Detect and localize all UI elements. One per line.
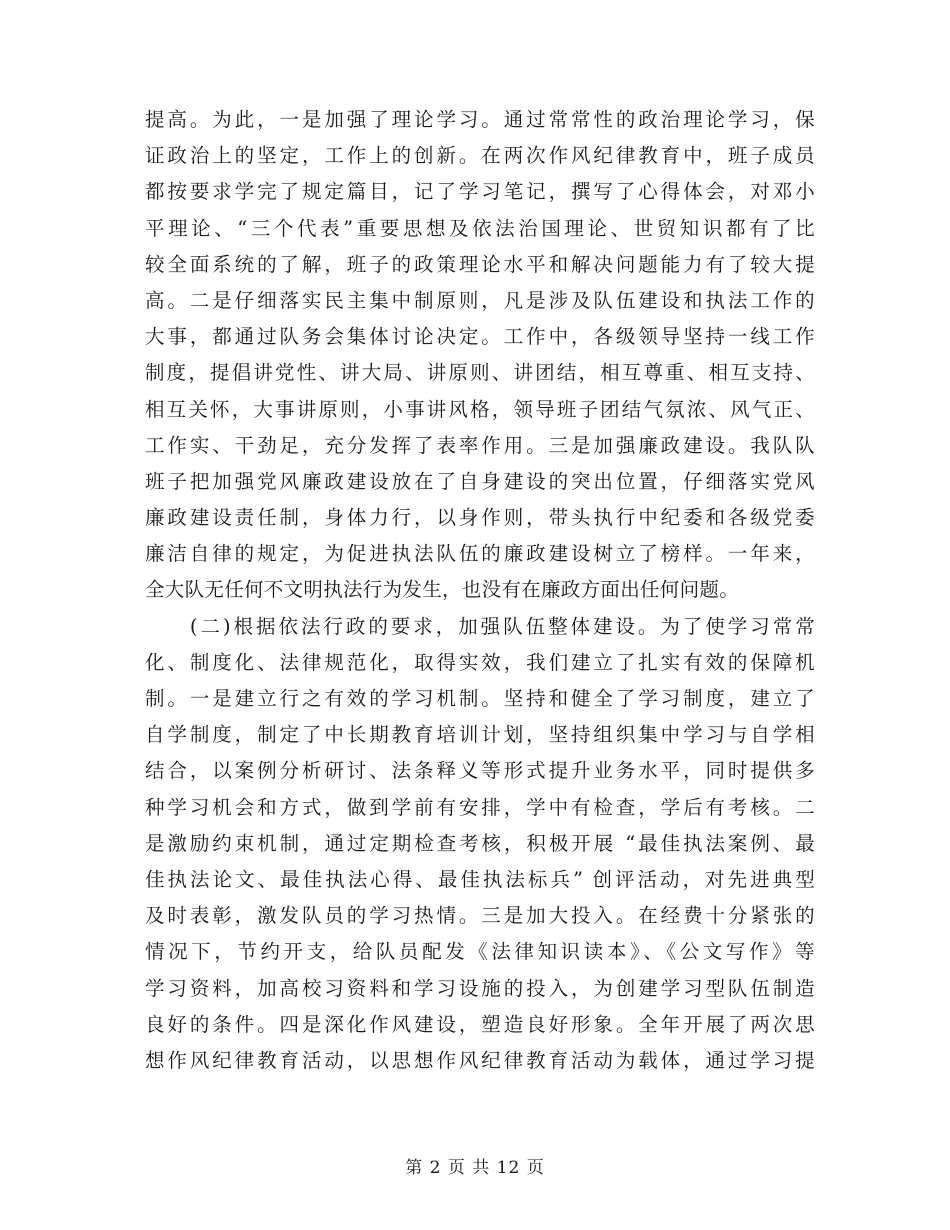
text-line: 佳执法论文、最佳执法心得、最佳执法标兵” 创评活动，对先进典型 bbox=[145, 867, 815, 891]
text-line: 制度，提倡讲党性、讲大局、讲原则、讲团结，相互尊重、相互支持、 bbox=[145, 361, 815, 385]
body-text bbox=[145, 102, 815, 1079]
text-line: 学习资料，加高校习资料和学习设施的投入，为创建学习型队伍制造 bbox=[145, 976, 815, 1000]
text-line: 情况下，节约开支，给队员配发《法律知识读本》、《公文写作》等 bbox=[145, 940, 815, 964]
text-line: 相互关怀，大事讲原则，小事讲风格，领导班子团结气氛浓、风气正、 bbox=[145, 397, 815, 421]
text-line: 是激励约束机制，通过定期检查考核，积极开展 “最佳执法案例、最 bbox=[145, 831, 815, 855]
text-line: 提高。为此，一是加强了理论学习。通过常常性的政治理论学习，保 bbox=[145, 108, 815, 131]
text-line: 结合，以案例分析研讨、法条释义等形式提升业务水平，同时提供多 bbox=[145, 759, 815, 783]
text-line: 高。二是仔细落实民主集中制原则，凡是涉及队伍建设和执法工作的 bbox=[145, 288, 815, 312]
text-line: 都按要求学完了规定篇目，记了学习笔记，撰写了心得体会，对邓小 bbox=[145, 180, 815, 204]
text-line: 制。一是建立行之有效的学习机制。坚持和健全了学习制度，建立了 bbox=[145, 687, 815, 710]
text-line: 及时表彰，激发队员的学习热情。三是加大投入。在经费十分紧张的 bbox=[145, 904, 815, 928]
text-line: 廉洁自律的规定，为促进执法队伍的廉政建设树立了榜样。一年来， bbox=[145, 542, 815, 566]
text-line: 化、制度化、法律规范化，取得实效，我们建立了扎实有效的保障机 bbox=[145, 650, 815, 674]
text-line: 廉政建设责任制，身体力行，以身作则，带头执行中纪委和各级党委 bbox=[145, 506, 815, 530]
text-line: 证政治上的坚定，工作上的创新。在两次作风纪律教育中，班子成员 bbox=[145, 144, 815, 168]
text-line: (二)根据依法行政的要求，加强队伍整体建设。为了使学习常常 bbox=[145, 614, 815, 638]
text-line: 大事，都通过队务会集体讨论决定。工作中，各级领导坚持一线工作 bbox=[145, 325, 815, 349]
text-line: 良好的条件。四是深化作风建设，塑造良好形象。全年开展了两次思 bbox=[145, 1012, 815, 1036]
text-line: 想作风纪律教育活动，以思想作风纪律教育活动为载体，通过学习提 bbox=[145, 1048, 815, 1072]
text-line: 班子把加强党风廉政建设放在了自身建设的突出位置，仔细落实党风 bbox=[145, 469, 815, 493]
text-line: 全大队无任何不文明执法行为发生，也没有在廉政方面出任何问题。 bbox=[145, 578, 740, 602]
text-line: 平理论、“三个代表”重要思想及依法治国理论、世贸知识都有了比 bbox=[145, 216, 815, 240]
text-line: 工作实、干劲足，充分发挥了表率作用。三是加强廉政建设。我队队 bbox=[145, 433, 815, 457]
text-line: 自学制度，制定了中长期教育培训计划，坚持组织集中学习与自学相 bbox=[145, 723, 815, 747]
page-number-footer: 第 2 页 共 12 页 bbox=[405, 1158, 545, 1178]
text-line: 种学习机会和方式，做到学前有安排，学中有检查，学后有考核。二 bbox=[145, 795, 815, 819]
text-line: 较全面系统的了解，班子的政策理论水平和解决问题能力有了较大提 bbox=[145, 252, 815, 276]
